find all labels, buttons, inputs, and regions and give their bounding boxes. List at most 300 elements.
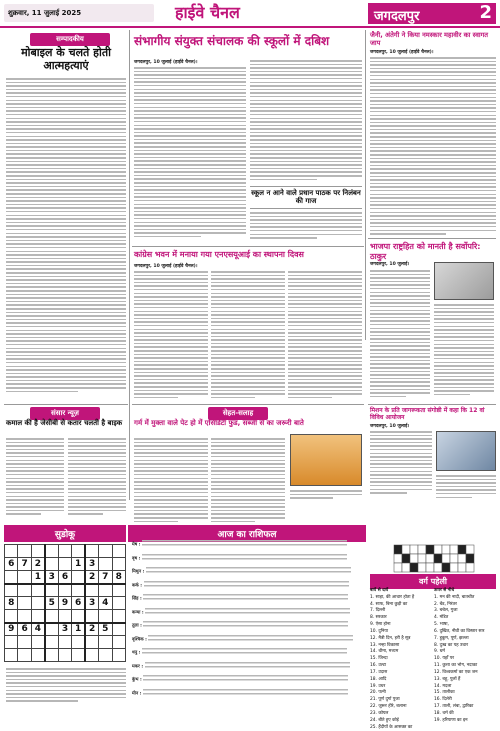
text-line [370, 194, 496, 196]
text-line [6, 229, 126, 231]
story-divider [4, 404, 128, 405]
crossword-cell [394, 554, 402, 563]
sudoku-cell [112, 558, 126, 571]
text-line [434, 347, 494, 349]
text-line [6, 265, 126, 267]
text-line [6, 383, 126, 385]
text-line [370, 438, 432, 440]
text-line [6, 272, 126, 274]
crossword-cell [418, 545, 426, 554]
text-line [370, 277, 430, 279]
text-line [6, 380, 126, 382]
crossword-clue: 11. कुत्ता का भोग, नदाका [434, 663, 478, 669]
text-line [370, 467, 432, 469]
text-line [6, 366, 126, 368]
text-line [370, 186, 496, 188]
rashi-sign: तुला : [132, 623, 144, 629]
sudoku-cell [31, 649, 44, 662]
text-line [434, 362, 494, 364]
sudoku-cell [5, 584, 18, 597]
text-line [6, 164, 126, 166]
text-line [134, 150, 246, 152]
text-line [6, 283, 126, 285]
text-line [250, 85, 362, 87]
sudoku-cell [58, 610, 71, 623]
text-line [6, 452, 64, 454]
text-line [134, 222, 246, 224]
text-line [134, 125, 246, 127]
bjp-body-right [434, 304, 494, 397]
crossword-cell [426, 545, 434, 554]
text-line [370, 190, 496, 192]
text-line [211, 357, 285, 359]
text-line [134, 160, 246, 162]
text-line [134, 303, 208, 305]
text-line [436, 486, 496, 488]
text-line [6, 85, 126, 87]
text-line [288, 382, 362, 384]
poster-dateline: जगदलपुर, 10 जुलाई। [370, 424, 410, 429]
text-line [250, 114, 362, 116]
text-line [370, 165, 496, 167]
sudoku-cell: 1 [31, 571, 44, 584]
text-line [250, 118, 362, 120]
rashi-text [143, 689, 348, 697]
crossword-clue: 2. बेंड, निरंतर [434, 601, 457, 607]
crossword-cell [394, 563, 402, 572]
text-line [211, 293, 285, 295]
crime-headline: कमाल की है जेसीबी से कतार चलती है बाइक [6, 419, 123, 427]
text-line [6, 233, 126, 235]
rashifal-item [132, 635, 364, 643]
text-line [211, 496, 285, 498]
column-divider [129, 30, 130, 500]
text-line [250, 150, 362, 152]
text-line [6, 215, 126, 217]
text-line [6, 492, 64, 494]
rashifal-item [132, 662, 364, 670]
sudoku-cell: 5 [99, 623, 112, 636]
text-line [134, 132, 246, 134]
sudoku-cell: 1 [72, 623, 85, 636]
crossword-cell [418, 554, 426, 563]
text-line [134, 357, 208, 359]
text-line [134, 452, 208, 454]
text-line [370, 197, 496, 199]
text-line [6, 236, 126, 238]
text-line [211, 445, 285, 447]
text-line [370, 161, 496, 163]
text-line [370, 222, 496, 224]
crossword-clue: 18. धर्म की [434, 710, 454, 716]
text-line [134, 139, 246, 141]
text-line [434, 322, 494, 324]
crossword-clue: 7. दिल्ली [370, 608, 386, 614]
text-line [288, 336, 362, 338]
sudoku-cell: 4 [31, 623, 44, 636]
sudoku-cell [72, 610, 85, 623]
text-line [288, 318, 362, 320]
text-line [6, 697, 126, 699]
text-line [434, 326, 494, 328]
text-line [134, 463, 208, 465]
text-line [211, 332, 285, 334]
sudoku-cell [45, 558, 58, 571]
text-line [211, 481, 285, 483]
text-line [134, 329, 208, 331]
text-line [211, 460, 285, 462]
text-line [211, 296, 285, 298]
text-line [370, 385, 430, 387]
sudoku-cell: 2 [85, 623, 98, 636]
text-line [288, 303, 362, 305]
text-line [134, 114, 246, 116]
text-line [6, 251, 126, 253]
text-line [370, 371, 430, 373]
text-line [370, 274, 430, 276]
text-line [68, 492, 126, 494]
text-line [6, 485, 64, 487]
text-line [250, 164, 362, 166]
text-line [250, 212, 362, 214]
text-line [6, 243, 126, 245]
text-line [134, 232, 246, 234]
text-line [288, 325, 362, 327]
text-line [211, 321, 285, 323]
text-line [211, 442, 285, 444]
poster-body-left [370, 431, 432, 496]
text-line [288, 397, 332, 399]
text-line [370, 212, 496, 214]
crossword-clue: 10. यहाँ पर [434, 656, 455, 662]
crossword-cell [458, 563, 466, 572]
text-line [6, 189, 126, 191]
text-line [370, 310, 430, 312]
text-line [6, 114, 126, 116]
text-line [288, 390, 362, 392]
text-line [134, 449, 208, 451]
text-line [250, 219, 362, 221]
text-line [6, 355, 126, 357]
text-line [370, 204, 496, 206]
text-line [6, 340, 126, 342]
sudoku-cell [18, 636, 31, 649]
text-line [134, 289, 208, 291]
text-line [250, 216, 362, 218]
text-line [370, 136, 496, 138]
text-line [6, 682, 126, 684]
crossword-cell [450, 554, 458, 563]
text-line [6, 193, 126, 195]
lead-body-left [134, 67, 246, 240]
story-divider [132, 404, 364, 405]
lead-subhead: स्कूल न आने वाले प्रधान पाठक पर निलंबन की गाज [250, 186, 362, 209]
text-line [6, 179, 126, 181]
text-line [434, 329, 494, 331]
text-line [370, 381, 430, 383]
text-line [288, 332, 362, 334]
congress-dateline: जगदलपुर, 10 जुलाई (हाईवे चैनल)। [134, 264, 198, 269]
issue-date: शुक्रवार, 11 जुलाई 2025 [4, 4, 154, 22]
text-line [434, 308, 494, 310]
text-line [211, 488, 285, 490]
text-line [134, 379, 208, 381]
text-line [288, 386, 362, 388]
text-line [6, 225, 126, 227]
text-line [68, 463, 126, 465]
text-line [250, 82, 362, 84]
text-line [436, 489, 496, 491]
text-line [370, 107, 496, 109]
text-line [211, 485, 285, 487]
text-line [68, 510, 126, 512]
text-line [6, 200, 126, 202]
rashifal-item [132, 621, 364, 629]
text-line [250, 125, 362, 127]
text-line [134, 78, 246, 80]
text-line [6, 474, 64, 476]
text-line [370, 215, 496, 217]
congress-body-3 [288, 271, 362, 400]
text-line [370, 313, 430, 315]
across-label: बायें से दायें [370, 588, 389, 593]
text-line [6, 315, 126, 317]
text-line [6, 168, 126, 170]
text-line [211, 521, 255, 523]
text-line [370, 299, 430, 301]
text-line [6, 348, 126, 350]
text-line [6, 100, 126, 102]
text-line [370, 442, 432, 444]
text-line [288, 275, 362, 277]
text-line [134, 300, 208, 302]
text-line [6, 442, 64, 444]
text-line [134, 332, 208, 334]
crossword-clue: 5. भाषा, [434, 622, 449, 628]
text-line [134, 67, 246, 69]
text-line [6, 686, 126, 688]
crossword-clue: 6. दुखित, नीवी का विस्तार सार [434, 628, 485, 634]
text-line [211, 361, 285, 363]
crossword-cell [466, 545, 474, 554]
text-line [134, 521, 178, 523]
text-line [6, 337, 126, 339]
text-line [68, 481, 126, 483]
text-line [370, 474, 432, 476]
text-line [211, 478, 285, 480]
text-line [134, 506, 208, 508]
text-line [211, 492, 285, 494]
text-line [68, 503, 126, 505]
crossword-clue: 15. तालीका [434, 690, 455, 696]
text-line [370, 489, 432, 491]
sudoku-cell [99, 649, 112, 662]
crossword-cell [442, 554, 450, 563]
sudoku-cell [58, 649, 71, 662]
text-line [6, 254, 126, 256]
text-line [434, 390, 494, 392]
crossword-clue: 12. विश्वकर्मा का एक जन [434, 669, 478, 675]
text-line [211, 346, 285, 348]
text-line [134, 346, 208, 348]
sudoku-cell [18, 545, 31, 558]
text-line [134, 135, 246, 137]
text-line [370, 463, 432, 465]
sudoku-cell [72, 571, 85, 584]
text-line [211, 456, 285, 458]
right-top-dateline: जगदलपुर, 10 जुलाई (हाईवे चैनल)। [370, 50, 434, 55]
text-line [370, 172, 496, 174]
sudoku-cell [18, 610, 31, 623]
bjp-photo [434, 262, 494, 300]
text-line [436, 475, 496, 477]
crossword-clue: 4. मंडित [434, 615, 449, 621]
text-line [370, 132, 496, 134]
text-line [370, 324, 430, 326]
text-line [6, 211, 126, 213]
text-line [370, 111, 496, 113]
text-line [6, 204, 126, 206]
text-line [134, 382, 208, 384]
text-line [370, 288, 430, 290]
text-line [250, 168, 362, 170]
text-line [6, 143, 126, 145]
health-photo [290, 434, 362, 486]
crossword-clue: 17. उदास [370, 669, 388, 675]
text-line [288, 329, 362, 331]
text-line [6, 445, 64, 447]
sudoku-label: सुडोकू [4, 525, 126, 542]
sudoku-cell [18, 584, 31, 597]
crossword-clue: 12. मैत्री दिन, हरी है सूत्र [370, 635, 411, 641]
text-line [68, 478, 126, 480]
text-line [434, 379, 494, 381]
text-line [370, 335, 430, 337]
sudoku-cell: 8 [5, 597, 18, 610]
text-line [6, 186, 126, 188]
sudoku-cell [5, 545, 18, 558]
text-line [370, 328, 430, 330]
text-line [370, 97, 496, 99]
text-line [211, 285, 285, 287]
rashi-text [144, 581, 349, 589]
text-line [134, 445, 208, 447]
text-line [6, 700, 78, 702]
text-line [134, 492, 208, 494]
right-top-body [370, 57, 496, 237]
text-line [134, 364, 208, 366]
text-line [370, 147, 496, 149]
text-line [288, 354, 362, 356]
poster-photo [436, 431, 496, 471]
text-line [134, 496, 208, 498]
crossword-clue: 10. दुनिया [370, 628, 388, 634]
sudoku-cell: 4 [99, 597, 112, 610]
text-line [434, 304, 494, 306]
text-line [434, 394, 470, 396]
text-line [250, 223, 362, 225]
text-line [68, 460, 126, 462]
crossword-cell [418, 563, 426, 572]
text-line [370, 331, 430, 333]
text-line [370, 460, 432, 462]
crossword-cell [410, 563, 418, 572]
text-line [211, 506, 285, 508]
crossword-cell [402, 545, 410, 554]
text-line [6, 240, 126, 242]
text-line [434, 311, 494, 313]
text-line [288, 300, 362, 302]
text-line [436, 479, 496, 481]
text-line [134, 438, 208, 440]
text-line [6, 304, 126, 306]
text-line [6, 369, 126, 371]
text-line [134, 318, 208, 320]
rashi-text [143, 675, 348, 683]
sudoku-cell [72, 649, 85, 662]
text-line [134, 189, 246, 191]
text-line [250, 60, 362, 62]
text-line [370, 68, 496, 70]
crossword-clue: 14. धीमा, मध्यम [370, 649, 399, 655]
text-line [134, 164, 246, 166]
text-line [6, 294, 126, 296]
text-line [288, 379, 362, 381]
crossword-clue: 13. बहू, पुलों हैं [434, 676, 461, 682]
text-line [370, 179, 496, 181]
crossword-cell [466, 563, 474, 572]
sudoku-cell: 6 [72, 597, 85, 610]
text-line [6, 499, 64, 501]
text-line [370, 320, 430, 322]
text-line [211, 303, 285, 305]
rashi-sign: धनु : [132, 650, 142, 656]
text-line [68, 452, 126, 454]
text-line [211, 339, 285, 341]
text-line [6, 387, 126, 389]
sudoku-cell [85, 649, 98, 662]
sudoku-cell [112, 623, 126, 636]
text-line [6, 478, 64, 480]
text-line [134, 503, 208, 505]
text-line [6, 107, 126, 109]
crossword-clue: 8. दुःख का यह उधार [434, 642, 469, 648]
sudoku-cell: 8 [112, 571, 126, 584]
text-line [6, 157, 126, 159]
sudoku-box [4, 525, 126, 662]
crossword-clue: 19. उधर [370, 683, 386, 689]
sudoku-cell: 3 [85, 597, 98, 610]
text-line [6, 506, 64, 508]
text-line [250, 139, 362, 141]
crossword-clue: 21. पूर्ण दुर्गा पुजा [370, 697, 400, 703]
sudoku-cell: 3 [45, 571, 58, 584]
text-line [211, 467, 285, 469]
text-line [211, 271, 285, 273]
text-line [250, 89, 362, 91]
text-line [68, 488, 126, 490]
text-line [370, 378, 430, 380]
text-line [211, 278, 285, 280]
text-line [250, 100, 362, 102]
text-line [6, 467, 64, 469]
text-line [6, 171, 126, 173]
text-line [6, 308, 126, 310]
text-line [6, 672, 126, 674]
text-line [434, 372, 494, 374]
text-line [134, 397, 178, 399]
text-line [134, 193, 246, 195]
